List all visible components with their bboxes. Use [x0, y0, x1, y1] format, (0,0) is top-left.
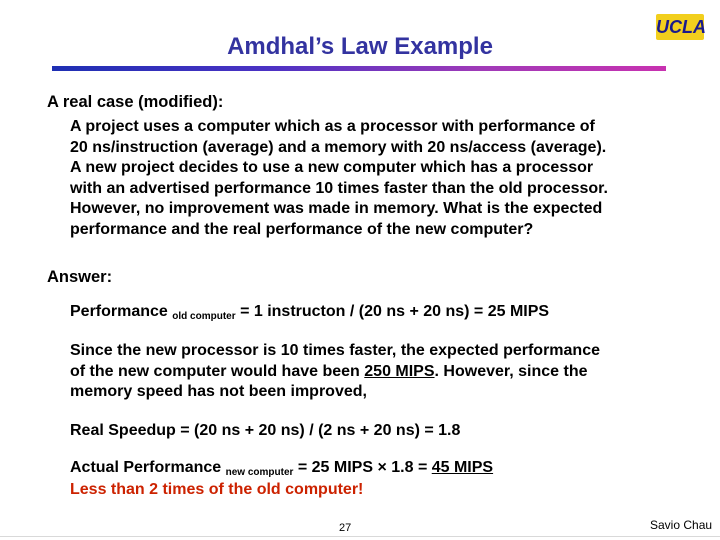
title-divider — [52, 66, 666, 71]
expected-mips: 250 MIPS — [364, 362, 435, 380]
performance-old-line — [70, 302, 549, 325]
actual-formula: = 25 MIPS × 1.8 = — [293, 459, 432, 476]
question-line: A project uses a computer which as a processor with performance of — [70, 118, 595, 135]
author-name: Savio Chau — [650, 518, 713, 532]
question-line: A new project decides to use a new computer which has a processor — [70, 159, 594, 176]
performance-subscript: old computer — [172, 311, 236, 322]
question-line: performance and the real performance of the new computer? — [70, 220, 534, 238]
page-number: 27 — [339, 522, 352, 534]
question-line: However, no improvement was made in memory. What is the expected — [70, 200, 603, 217]
performance-formula: = 1 instructon / (20 ns + 20 ns) = 25 MIPS — [235, 303, 550, 320]
question-line: with an advertised performance 10 times faster than the old processor. — [70, 179, 608, 197]
since-line — [70, 362, 600, 383]
actual-performance-line — [70, 458, 493, 481]
performance-label: Performance — [70, 303, 168, 320]
since-line: Since the new processor is 10 times faster, the expected performance — [70, 342, 600, 359]
actual-subscript: new computer — [225, 467, 294, 478]
actual-mips: 45 MIPS — [431, 459, 494, 476]
question-line: 20 ns/instruction (average) and a memory with 20 ns/access (average). — [70, 138, 607, 156]
since-text: . However, since the — [434, 362, 588, 380]
conclusion-text: Less than 2 times of the old computer! — [70, 481, 364, 498]
since-paragraph — [70, 341, 600, 403]
real-speedup-line: Real Speedup = (20 ns + 20 ns) / (2 ns + 20 ns) = 1.8 — [70, 422, 461, 439]
actual-label: Actual Performance — [70, 459, 222, 476]
question-paragraph — [70, 117, 608, 240]
slide-title: Amdhal’s Law Example — [227, 33, 493, 60]
since-text: of the new computer would have been — [70, 362, 365, 380]
ucla-logo: UCLA — [656, 14, 704, 40]
footer-divider — [0, 536, 720, 537]
since-line: memory speed has not been improved, — [70, 383, 367, 400]
answer-heading: Answer: — [47, 268, 113, 286]
question-heading: A real case (modified): — [47, 93, 224, 111]
